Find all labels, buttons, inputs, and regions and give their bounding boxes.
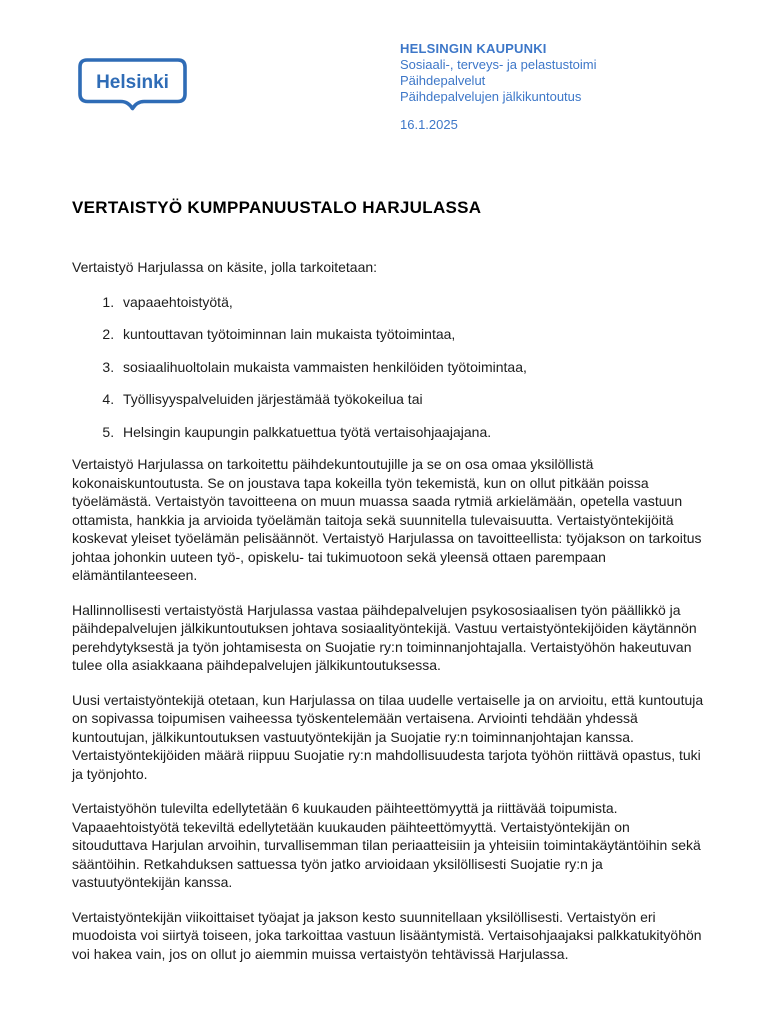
helsinki-logo	[78, 58, 187, 113]
list-item: 1. vapaaehtoistyötä,	[118, 293, 704, 312]
organization-name: HELSINGIN KAUPUNKI	[400, 41, 547, 56]
document-title: VERTAISTYÖ KUMPPANUUSTALO HARJULASSA	[72, 198, 482, 217]
peer-work-forms-list	[72, 293, 704, 442]
department-line-1: Sosiaali-, terveys- ja pelastustoimi	[400, 57, 597, 72]
department-line-3: Päihdepalvelujen jälkikuntoutus	[400, 89, 582, 104]
helsinki-logo-icon	[78, 58, 187, 113]
body-paragraph: Vertaistyö Harjulassa on tarkoitettu päihdekuntoutujille ja se on osa omaa yksilöllistä kokonaiskuntoutusta. Se on joustava tapa kokeilla työn tekemistä, kun on ollut pitkään poissa työelämästä. Vertaistyön tavoitteena on muun muassa saada rytmiä arkielämään, opetella vastuun ottamista, hankkia ja arvioida työelämän taitoja sekä suunnitella tulevaisuutta. Vertaistyöntekijöitä koskevat yleiset työelämän pelisäännöt. Vertaistyö Harjulassa on tavoitteellista: työjakson on tarkoitus johtaa johonkin uuteen työ-, opiskelu- tai tukimuotoon sekä yleensä ottaen parempaan elämäntilanteeseen.	[72, 456, 702, 583]
body-paragraph: Vertaistyöhön tulevilta edellytetään 6 kuukauden päihteettömyyttä ja riittävää toipumista. Vapaaehtoistyötä tekeviltä edellytetään kuukauden päihteettömyyttä. Vertaistyöntekijän on sitouduttava Harjulan arvoihin, turvallisemman tilan periaatteisiin ja yhteisiin toimintakäytäntöihin sekä sääntöihin. Retkahduksen sattuessa työn jatko arvioidaan yksilöllisesti Suojatie ry:n ja vastuutyöntekijän kanssa.	[72, 800, 701, 890]
document-content	[72, 198, 704, 979]
department-line-2: Päihdepalvelut	[400, 73, 486, 88]
list-item: 5. Helsingin kaupungin palkkatuettua työtä vertaisohjaajajana.	[118, 423, 704, 442]
letterhead	[400, 41, 597, 133]
intro-paragraph: Vertaistyö Harjulassa on käsite, jolla tarkoitetaan:	[72, 259, 378, 275]
body-paragraph: Vertaistyöntekijän viikoittaiset työajat ja jakson kesto suunnitellaan yksilöllisesti. Vertaistyön eri muodoista voi siirtyä toiseen, joka tarkoittaa vastuun lisääntymistä. Vertaisohjaajaksi palkkatukityöhön voi hakea vain, jos on ollut jo aiemmin muissa vertaistyön tehtävissä Harjulassa.	[72, 908, 702, 962]
helsinki-logo-label: Helsinki	[96, 72, 169, 93]
body-paragraph: Uusi vertaistyöntekijä otetaan, kun Harjulassa on tilaa uudelle vertaiselle ja on arvioitu, että kuntoutuja on sopivassa toipumisen vaiheessa työskentelemään vertaisena. Arviointi tehdään yhdessä kuntoutujan, jälkikuntoutuksen vastuutyöntekijän ja Suojatie ry:n toiminnanjohtajan kanssa. Vertaistyöntekijöiden määrä riippuu Suojatie ry:n mahdollisuudesta tarjota työhön riittävä opastus, tuki ja työnjohto.	[72, 691, 704, 782]
document-date: 16.1.2025	[400, 117, 458, 132]
list-item: 2. kuntouttavan työtoiminnan lain mukaista työtoimintaa,	[118, 325, 704, 344]
body-paragraph: Hallinnollisesti vertaistyöstä Harjulassa vastaa päihdepalvelujen psykososiaalisen työn päällikkö ja päihdepalvelujen jälkikuntoutuksen johtava sosiaalityöntekijä. Vastuu vertaistyöntekijöiden käytännön perehdytyksestä ja työn johtamisesta on Suojatie ry:n toiminnanjohtajalla. Vertaistyöhön hakeutuvan tulee olla asiakkaana päihdepalvelujen jälkikuntoutuksessa.	[72, 601, 697, 673]
list-item: 4. Työllisyyspalveluiden järjestämää työkokeilua tai	[118, 390, 704, 409]
list-item: 3. sosiaalihuoltolain mukaista vammaisten henkilöiden työtoimintaa,	[118, 358, 704, 377]
